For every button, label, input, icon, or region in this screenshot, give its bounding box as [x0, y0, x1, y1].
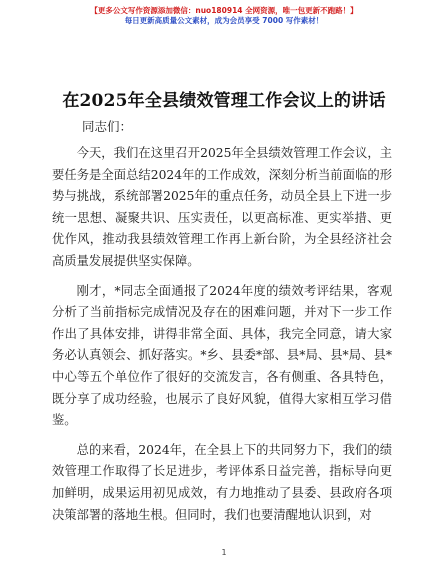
- page-number: 1: [221, 548, 227, 557]
- promo-banner-line-1: 【更多公文写作资源添加微信：nuo180914 全网资源，唯一包更新不跑路！】: [90, 6, 358, 15]
- salutation: 同志们：: [82, 119, 133, 134]
- document-title: 在2025年全县绩效管理工作会议上的讲话: [62, 91, 386, 111]
- paragraph: 总的来看，2024年，在全县上下的共同努力下，我们的绩效管理工作取得了长足进步，考评体系日益完善，指标导向更加鲜明，成果运用初见成效，有力地推动了县委、县政府各项决策部署的落地生根。但同时，我们也要清醒地认识到，对: [52, 442, 392, 522]
- promo-banner-line-2: 每日更新高质量公文素材，成为会员享受 7000 写作素材！: [124, 16, 324, 25]
- promo-banner: [0, 6, 448, 26]
- document-body: [52, 143, 392, 534]
- paragraph: 刚才，*同志全面通报了2024年度的绩效考评结果，客观分析了当前指标完成情况及存在的困难问题，并对下一步工作作出了具体安排，讲得非常全面、具体，我完全同意，请大家务必认真领会、抓好落实。*乡、县委*部、县*局、县*局、县*中心等五个单位作了很好的交流发言，各有侧重、各具特色，既分享了成功经验，也展示了良好风貌，值得大家相互学习借鉴。: [52, 283, 392, 428]
- paragraph: 今天，我们在这里召开2025年全县绩效管理工作会议，主要任务是全面总结2024年的工作成效，深刻分析当前面临的形势与挑战，系统部署2025年的重点任务，动员全县上下进一步统一思想、凝聚共识、压实责任，以更高标准、更实举措、更优作风，推动我县绩效管理工作再上新台阶，为全县经济社会高质量发展提供坚实保障。: [52, 146, 392, 268]
